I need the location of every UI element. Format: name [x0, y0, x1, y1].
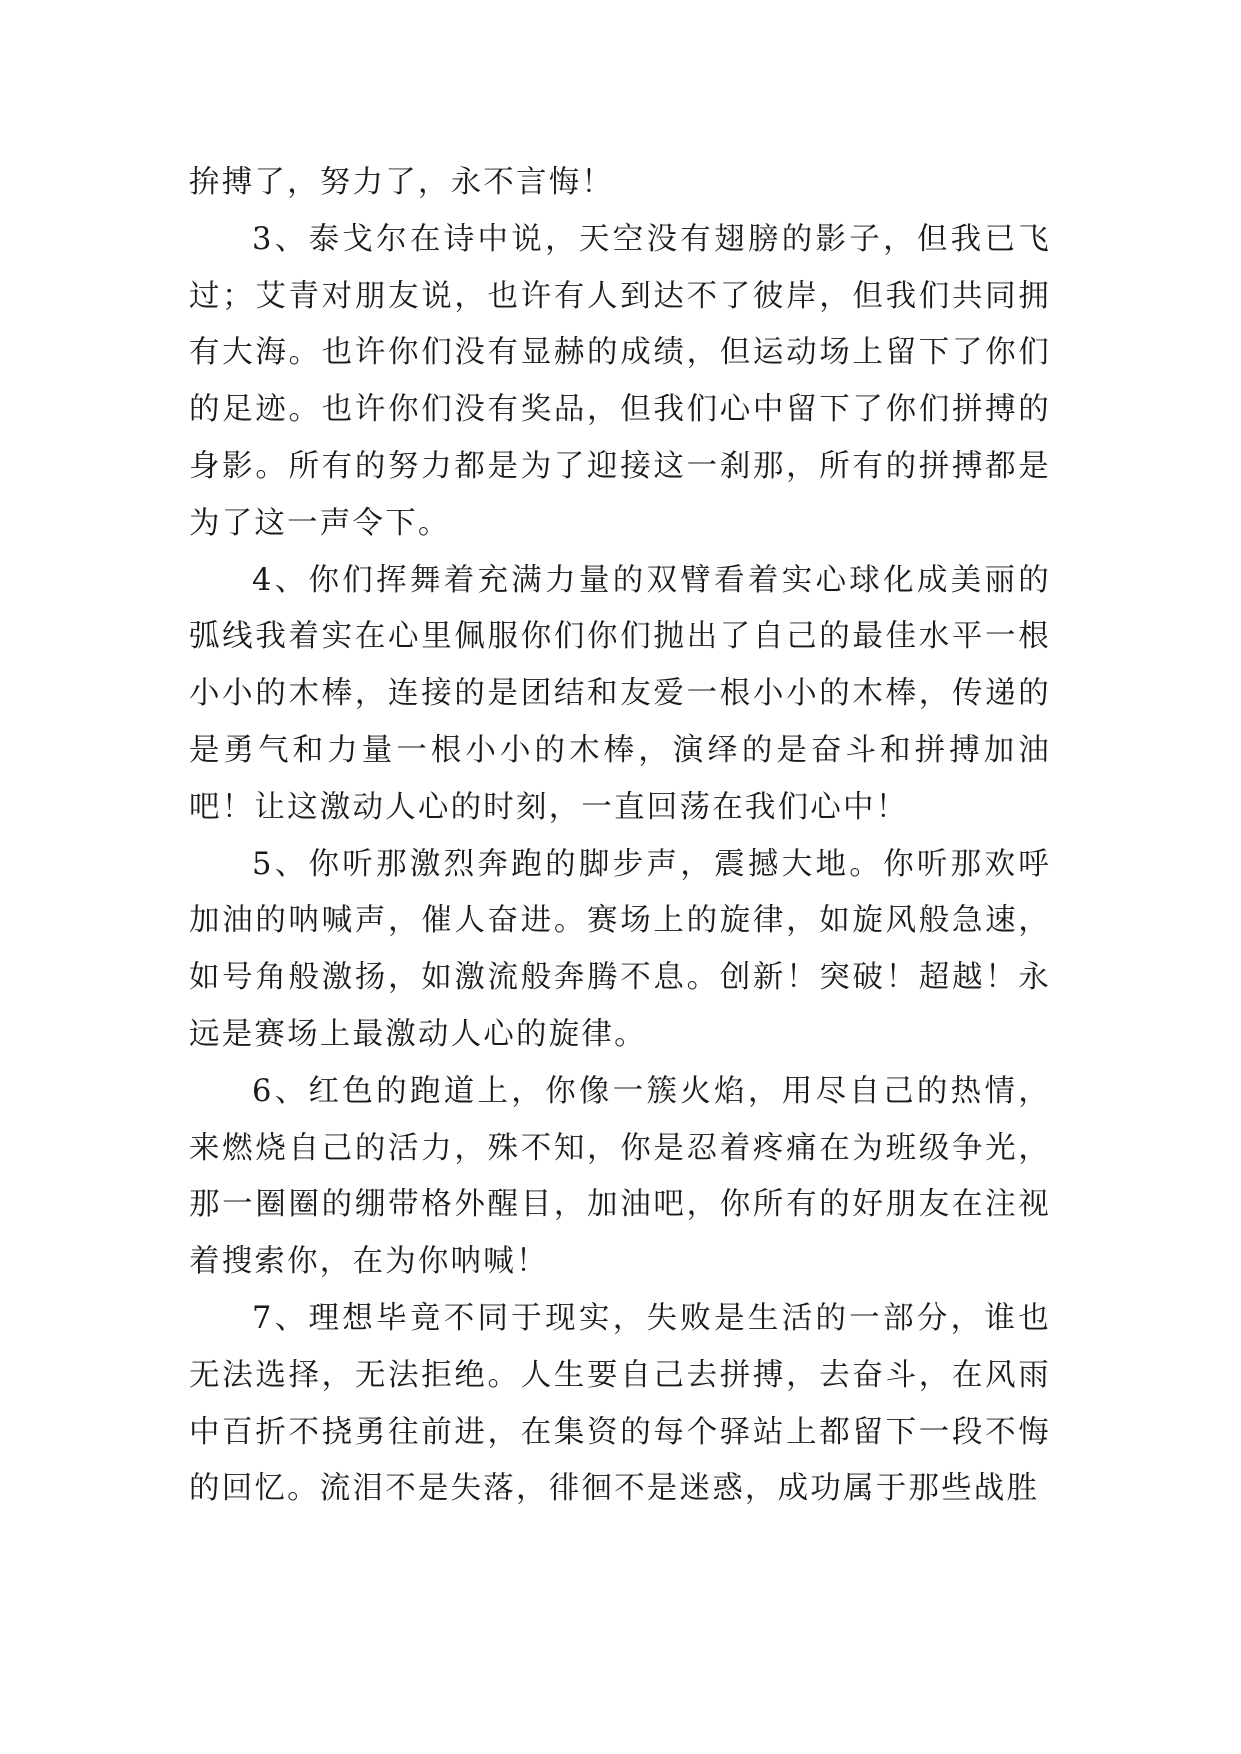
paragraph-7: 7、理想毕竟不同于现实，失败是生活的一部分，谁也无法选择，无法拒绝。人生要自己去拼搏，去奋斗，在风雨中百折不挠勇往前进，在集资的每个驿站上都留下一段不悔的回忆。流泪不是失落，徘徊不是迷惑，成功属于那些战胜 [189, 1300, 1051, 1507]
paragraph-continuation: 拚搏了，努力了，永不言悔！ [189, 165, 615, 200]
paragraph-6: 6、红色的跑道上，你像一簇火焰，用尽自己的热情，来燃烧自己的活力，殊不知，你是忍着疼痛在为班级争光，那一圈圈的绷带格外醒目，加油吧，你所有的好朋友在注视着搜索你，在为你呐喊！ [189, 1073, 1051, 1280]
paragraph-3: 3、泰戈尔在诗中说，天空没有翅膀的影子，但我已飞过；艾青对朋友说，也许有人到达不了彼岸，但我们共同拥有大海。也许你们没有显赫的成绩，但运动场上留下了你们的足迹。也许你们没有奖品，但我们心中留下了你们拼搏的身影。所有的努力都是为了迎接这一刹那，所有的拼搏都是为了这一声令下。 [189, 221, 1051, 541]
paragraph-5: 5、你听那激烈奔跑的脚步声，震撼大地。你听那欢呼加油的呐喊声，催人奋进。赛场上的旋律，如旋风般急速，如号角般激扬，如激流般奔腾不息。创新！突破！超越！永远是赛场上最激动人心的旋律。 [189, 846, 1051, 1052]
paragraph-4: 4、你们挥舞着充满力量的双臂看着实心球化成美丽的弧线我着实在心里佩服你们你们抛出了自己的最佳水平一根小小的木棒，连接的是团结和友爱一根小小的木棒，传递的是勇气和力量一根小小的木棒，演绎的是奋斗和拼搏加油吧！让这激动人心的时刻，一直回荡在我们心中！ [189, 562, 1051, 825]
document-body [189, 155, 1051, 1518]
